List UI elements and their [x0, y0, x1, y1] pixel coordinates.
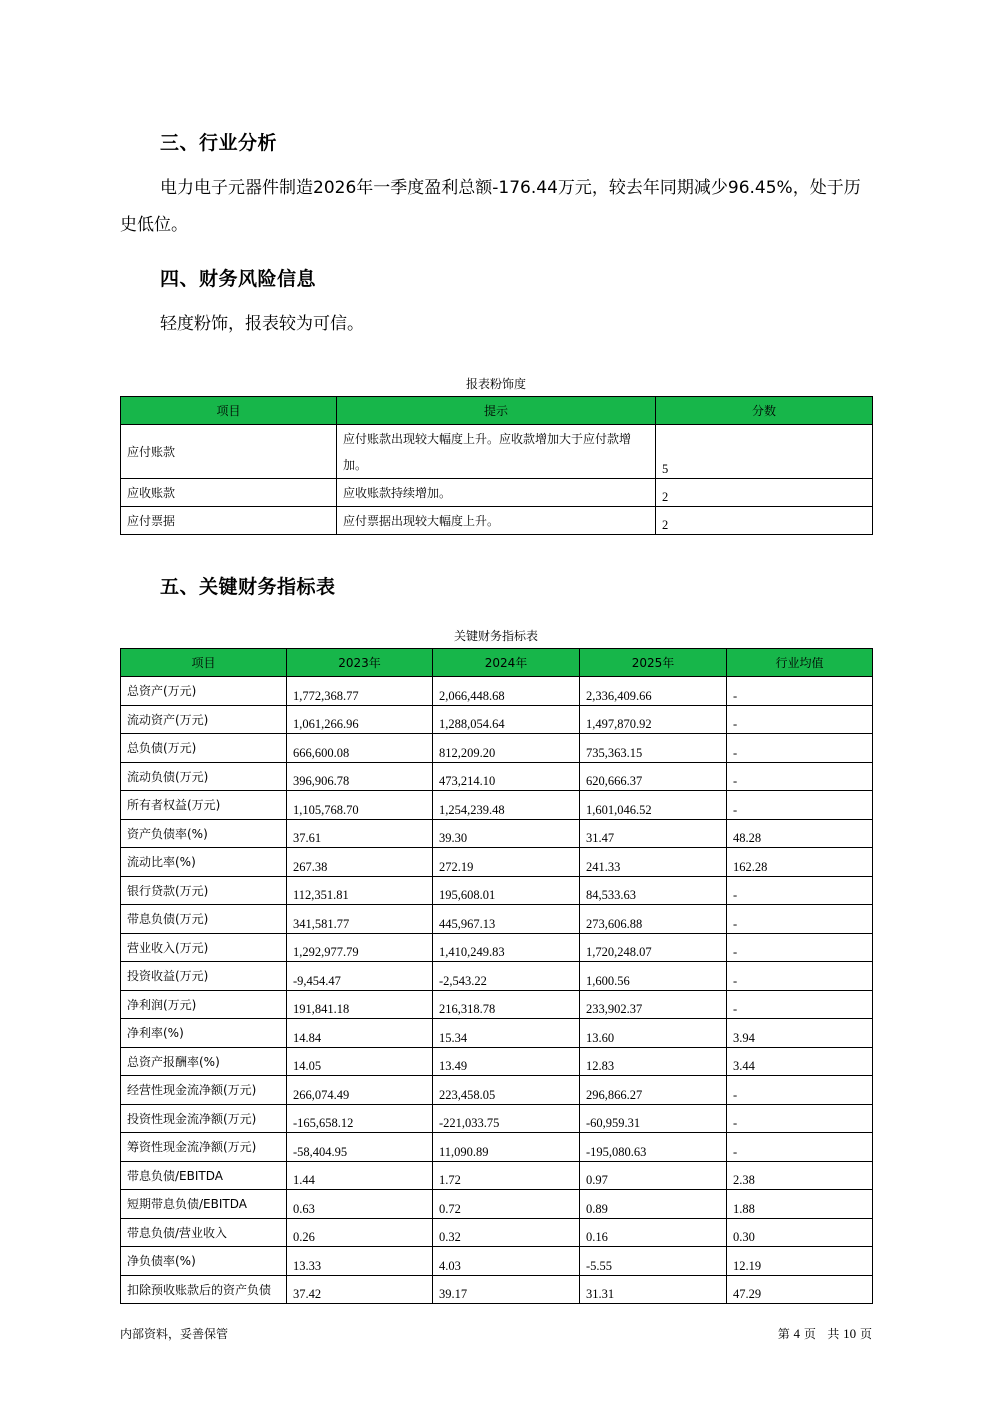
fin-2024-cell: 13.49: [433, 1047, 580, 1076]
fin-table-row: [121, 791, 873, 820]
fin-industry-avg-cell: 162.28: [727, 848, 873, 877]
fin-item-cell: 筹资性现金流净额(万元): [121, 1133, 287, 1162]
fin-2024-cell: 2,066,448.68: [433, 677, 580, 706]
footer-confidential: 内部资料，妥善保管: [120, 1327, 229, 1341]
fin-table-caption: 关键财务指标表: [453, 629, 538, 643]
risk-score-cell: 2: [656, 507, 873, 535]
fin-2024-cell: 195,608.01: [433, 876, 580, 905]
fin-2024-cell: 223,458.05: [433, 1076, 580, 1105]
fin-2024-cell: -2,543.22: [433, 962, 580, 991]
fin-2023-cell: 191,841.18: [287, 990, 433, 1019]
fin-item-cell: 经营性现金流净额(万元): [121, 1076, 287, 1105]
fin-table-row: [121, 1161, 873, 1190]
fin-industry-avg-cell: -: [727, 990, 873, 1019]
fin-header-2025: 2025年: [580, 649, 727, 677]
fin-item-cell: 总资产报酬率(%): [121, 1047, 287, 1076]
fin-industry-avg-cell: 48.28: [727, 819, 873, 848]
fin-industry-avg-cell: -: [727, 762, 873, 791]
fin-industry-avg-cell: -: [727, 734, 873, 763]
fin-2024-cell: 39.17: [433, 1275, 580, 1304]
fin-2025-cell: 233,902.37: [580, 990, 727, 1019]
fin-industry-avg-cell: 3.94: [727, 1019, 873, 1048]
fin-industry-avg-cell: 0.30: [727, 1218, 873, 1247]
fin-2023-cell: 0.26: [287, 1218, 433, 1247]
fin-2024-cell: 1.72: [433, 1161, 580, 1190]
fin-2023-cell: 0.63: [287, 1190, 433, 1219]
fin-2025-cell: 1,497,870.92: [580, 705, 727, 734]
risk-table-caption: 报表粉饰度: [465, 377, 526, 391]
fin-2023-cell: 1,772,368.77: [287, 677, 433, 706]
fin-2023-cell: 14.84: [287, 1019, 433, 1048]
fin-2025-cell: 1,720,248.07: [580, 933, 727, 962]
fin-table-row: [121, 1275, 873, 1304]
fin-2024-cell: 473,214.10: [433, 762, 580, 791]
risk-header-hint: 提示: [337, 397, 656, 425]
industry-paragraph: [120, 170, 872, 244]
fin-2025-cell: 620,666.37: [580, 762, 727, 791]
fin-industry-avg-cell: 2.38: [727, 1161, 873, 1190]
fin-2025-cell: 31.47: [580, 819, 727, 848]
fin-item-cell: 投资收益(万元): [121, 962, 287, 991]
fin-2023-cell: 666,600.08: [287, 734, 433, 763]
fin-table-header-row: [121, 649, 873, 677]
fin-industry-avg-cell: -: [727, 791, 873, 820]
fin-industry-avg-cell: -: [727, 933, 873, 962]
footer-page-number: [778, 1325, 872, 1342]
fin-2025-cell: 1,600.56: [580, 962, 727, 991]
fin-2024-cell: 39.30: [433, 819, 580, 848]
fin-2024-cell: 272.19: [433, 848, 580, 877]
fin-2025-cell: 12.83: [580, 1047, 727, 1076]
fin-2023-cell: 14.05: [287, 1047, 433, 1076]
fin-2024-cell: -221,033.75: [433, 1104, 580, 1133]
fin-item-cell: 带息负债(万元): [121, 905, 287, 934]
fin-2023-cell: 267.38: [287, 848, 433, 877]
fin-table-row: [121, 933, 873, 962]
fin-2025-cell: 735,363.15: [580, 734, 727, 763]
fin-industry-avg-cell: -: [727, 705, 873, 734]
fin-2025-cell: 296,866.27: [580, 1076, 727, 1105]
fin-2024-cell: 4.03: [433, 1247, 580, 1276]
fin-2024-cell: 11,090.89: [433, 1133, 580, 1162]
fin-2023-cell: 13.33: [287, 1247, 433, 1276]
fin-item-cell: 银行贷款(万元): [121, 876, 287, 905]
risk-score-cell: 5: [656, 425, 873, 479]
fin-table-row: [121, 876, 873, 905]
fin-2024-cell: 812,209.20: [433, 734, 580, 763]
risk-item-cell: 应付票据: [121, 507, 337, 535]
fin-industry-avg-cell: 12.19: [727, 1247, 873, 1276]
fin-table-row: [121, 1076, 873, 1105]
risk-header-item: 项目: [121, 397, 337, 425]
fin-table-row: [121, 1190, 873, 1219]
page-total: 10: [843, 1326, 857, 1341]
fin-industry-avg-cell: -: [727, 962, 873, 991]
fin-2023-cell: 1,292,977.79: [287, 933, 433, 962]
fin-2024-cell: 0.32: [433, 1218, 580, 1247]
fin-2025-cell: -5.55: [580, 1247, 727, 1276]
fin-industry-avg-cell: 47.29: [727, 1275, 873, 1304]
risk-table-row: [121, 425, 873, 479]
fin-table-row: [121, 1047, 873, 1076]
fin-table-row: [121, 762, 873, 791]
section-heading-risk: 四、财务风险信息: [160, 268, 317, 290]
fin-2024-cell: 0.72: [433, 1190, 580, 1219]
page-prefix: 第: [777, 1327, 790, 1341]
fin-item-cell: 净利率(%): [121, 1019, 287, 1048]
fin-item-cell: 扣除预收账款后的资产负债: [121, 1275, 287, 1304]
fin-2025-cell: 241.33: [580, 848, 727, 877]
risk-paragraph: [120, 306, 872, 343]
risk-item-cell: 应付账款: [121, 425, 337, 479]
fin-industry-avg-cell: -: [727, 876, 873, 905]
fin-2023-cell: 1,061,266.96: [287, 705, 433, 734]
fin-item-cell: 带息负债/营业收入: [121, 1218, 287, 1247]
fin-item-cell: 短期带息负债/EBITDA: [121, 1190, 287, 1219]
fin-header-industry-avg: 行业均值: [727, 649, 873, 677]
fin-table-row: [121, 1133, 873, 1162]
fin-2024-cell: 1,288,054.64: [433, 705, 580, 734]
fin-item-cell: 净利润(万元): [121, 990, 287, 1019]
fin-table-row: [121, 734, 873, 763]
fin-2025-cell: 84,533.63: [580, 876, 727, 905]
risk-table-row: [121, 507, 873, 535]
fin-2025-cell: 273,606.88: [580, 905, 727, 934]
page-suffix: 页: [859, 1327, 872, 1341]
fin-item-cell: 流动资产(万元): [121, 705, 287, 734]
fin-table-row: [121, 1247, 873, 1276]
fin-item-cell: 总资产(万元): [121, 677, 287, 706]
fin-2024-cell: 1,410,249.83: [433, 933, 580, 962]
fin-2025-cell: 0.89: [580, 1190, 727, 1219]
fin-2023-cell: 396,906.78: [287, 762, 433, 791]
fin-item-cell: 流动比率(%): [121, 848, 287, 877]
fin-2023-cell: 1.44: [287, 1161, 433, 1190]
financial-indicators-table: [120, 648, 873, 1304]
fin-2025-cell: 0.97: [580, 1161, 727, 1190]
fin-table-row: [121, 1019, 873, 1048]
fin-table-row: [121, 905, 873, 934]
fin-item-cell: 所有者权益(万元): [121, 791, 287, 820]
fin-header-2024: 2024年: [433, 649, 580, 677]
fin-2023-cell: 341,581.77: [287, 905, 433, 934]
fin-table-row: [121, 1104, 873, 1133]
fin-table-row: [121, 819, 873, 848]
fin-table-row: [121, 677, 873, 706]
fin-item-cell: 带息负债/EBITDA: [121, 1161, 287, 1190]
fin-item-cell: 资产负债率(%): [121, 819, 287, 848]
fin-header-2023: 2023年: [287, 649, 433, 677]
fin-industry-avg-cell: -: [727, 1133, 873, 1162]
fin-2023-cell: -58,404.95: [287, 1133, 433, 1162]
fin-item-cell: 总负债(万元): [121, 734, 287, 763]
fin-2024-cell: 15.34: [433, 1019, 580, 1048]
risk-hint-cell: 应收账款持续增加。: [337, 479, 656, 507]
risk-score-cell: 2: [656, 479, 873, 507]
fin-2023-cell: 37.42: [287, 1275, 433, 1304]
fin-2025-cell: 31.31: [580, 1275, 727, 1304]
fin-table-row: [121, 705, 873, 734]
section-heading-indicators: 五、关键财务指标表: [160, 576, 336, 598]
fin-2025-cell: 13.60: [580, 1019, 727, 1048]
fin-2023-cell: 112,351.81: [287, 876, 433, 905]
risk-hint-cell: 应付票据出现较大幅度上升。: [337, 507, 656, 535]
risk-table: [120, 396, 873, 535]
page-current: 4: [793, 1326, 801, 1341]
fin-industry-avg-cell: -: [727, 1076, 873, 1105]
fin-2023-cell: 37.61: [287, 819, 433, 848]
risk-table-row: [121, 479, 873, 507]
fin-2023-cell: -9,454.47: [287, 962, 433, 991]
fin-industry-avg-cell: -: [727, 677, 873, 706]
fin-2025-cell: 2,336,409.66: [580, 677, 727, 706]
page-mid: 页 共: [803, 1327, 840, 1341]
fin-item-cell: 营业收入(万元): [121, 933, 287, 962]
fin-item-cell: 净负债率(%): [121, 1247, 287, 1276]
fin-industry-avg-cell: -: [727, 1104, 873, 1133]
fin-table-row: [121, 990, 873, 1019]
fin-table-row: [121, 962, 873, 991]
fin-2023-cell: 266,074.49: [287, 1076, 433, 1105]
section-heading-industry: 三、行业分析: [160, 132, 278, 154]
fin-2025-cell: 1,601,046.52: [580, 791, 727, 820]
fin-2025-cell: -60,959.31: [580, 1104, 727, 1133]
fin-2024-cell: 1,254,239.48: [433, 791, 580, 820]
fin-industry-avg-cell: -: [727, 905, 873, 934]
fin-header-item: 项目: [121, 649, 287, 677]
industry-text: 电力电子元器件制造2026年一季度盈利总额-176.44万元，较去年同期减少96.45%，处于历史低位。: [120, 178, 861, 235]
fin-2023-cell: -165,658.12: [287, 1104, 433, 1133]
risk-item-cell: 应收账款: [121, 479, 337, 507]
risk-header-score: 分数: [656, 397, 873, 425]
fin-2025-cell: 0.16: [580, 1218, 727, 1247]
fin-item-cell: 投资性现金流净额(万元): [121, 1104, 287, 1133]
fin-2025-cell: -195,080.63: [580, 1133, 727, 1162]
fin-item-cell: 流动负债(万元): [121, 762, 287, 791]
fin-industry-avg-cell: 3.44: [727, 1047, 873, 1076]
fin-table-row: [121, 1218, 873, 1247]
fin-2024-cell: 216,318.78: [433, 990, 580, 1019]
fin-2023-cell: 1,105,768.70: [287, 791, 433, 820]
fin-industry-avg-cell: 1.88: [727, 1190, 873, 1219]
risk-table-header-row: [121, 397, 873, 425]
fin-2024-cell: 445,967.13: [433, 905, 580, 934]
risk-text: 轻度粉饰，报表较为可信。: [160, 314, 364, 334]
risk-hint-cell: 应付账款出现较大幅度上升。应收款增加大于应付款增加。: [337, 425, 656, 479]
fin-table-row: [121, 848, 873, 877]
